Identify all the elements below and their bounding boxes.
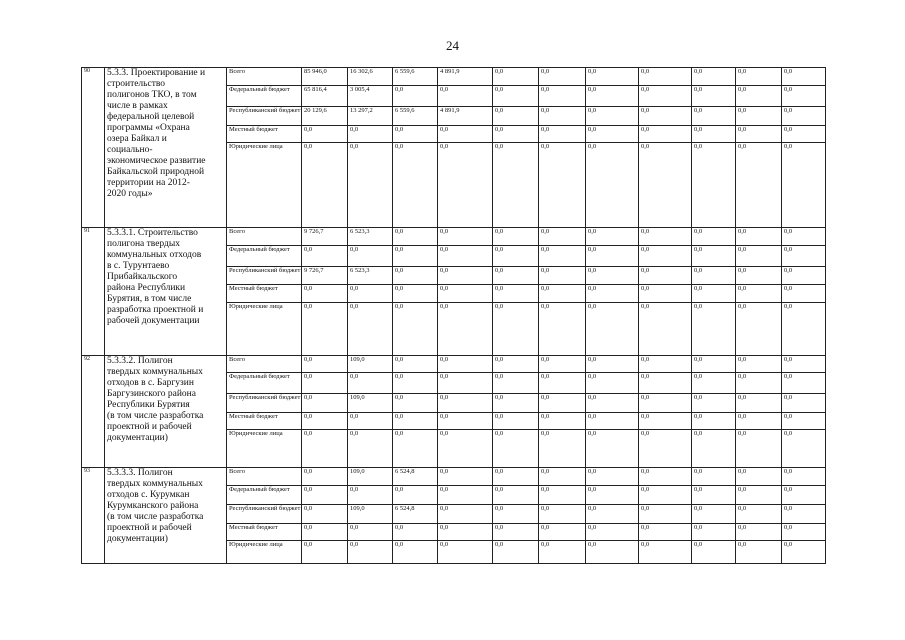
measure-title-line: проектной и рабочей — [107, 422, 192, 432]
amount-cell: 85 946,0 — [302, 68, 348, 86]
amount-cell: 0,0 — [736, 68, 782, 86]
amount-cell: 0,0 — [539, 505, 586, 524]
amount-cell: 0,0 — [692, 228, 736, 246]
amount-cell: 0,0 — [736, 86, 782, 107]
amount-cell: 0,0 — [639, 468, 692, 486]
amount-cell: 0,0 — [736, 486, 782, 505]
funding-source: Всего — [227, 356, 302, 373]
amount-cell: 0,0 — [493, 486, 539, 505]
amount-cell: 0,0 — [539, 126, 586, 143]
amount-cell: 0,0 — [586, 524, 639, 541]
measure-title — [105, 228, 227, 356]
amount-cell: 0,0 — [302, 430, 348, 468]
amount-cell: 9 726,7 — [302, 267, 348, 285]
amount-cell: 0,0 — [639, 373, 692, 394]
amount-cell: 0,0 — [438, 524, 493, 541]
amount-cell: 0,0 — [493, 394, 539, 413]
amount-cell: 0,0 — [393, 413, 438, 430]
measure-title-line: коммунальных отходов — [107, 250, 202, 260]
amount-cell: 0,0 — [692, 394, 736, 413]
amount-cell: 0,0 — [736, 356, 782, 373]
amount-cell: 0,0 — [393, 303, 438, 356]
amount-cell: 13 297,2 — [348, 107, 393, 126]
amount-cell: 0,0 — [539, 285, 586, 303]
amount-cell: 0,0 — [736, 285, 782, 303]
amount-cell: 0,0 — [782, 541, 826, 564]
amount-cell: 0,0 — [438, 285, 493, 303]
measure-title-line: отходов в с. Баргузин — [107, 378, 194, 388]
amount-cell: 0,0 — [539, 430, 586, 468]
amount-cell: 0,0 — [493, 246, 539, 267]
amount-cell: 0,0 — [438, 541, 493, 564]
amount-cell: 0,0 — [539, 86, 586, 107]
amount-cell: 3 005,4 — [348, 86, 393, 107]
amount-cell: 0,0 — [782, 394, 826, 413]
row-number: 91 — [82, 228, 105, 356]
amount-cell: 0,0 — [493, 356, 539, 373]
amount-cell: 0,0 — [736, 468, 782, 486]
measure-title-line: документации) — [107, 534, 168, 544]
amount-cell: 0,0 — [393, 373, 438, 394]
amount-cell: 0,0 — [393, 246, 438, 267]
amount-cell: 0,0 — [639, 107, 692, 126]
amount-cell: 0,0 — [302, 303, 348, 356]
funding-source: Всего — [227, 468, 302, 486]
amount-cell: 0,0 — [302, 143, 348, 228]
amount-cell: 0,0 — [782, 413, 826, 430]
measure-title-line: 5.3.3. Проектирование и — [107, 68, 206, 78]
measure-title-line: Республики Бурятия — [107, 400, 190, 410]
amount-cell: 0,0 — [438, 143, 493, 228]
measure-title-line: территории на 2012- — [107, 178, 190, 188]
amount-cell: 0,0 — [639, 246, 692, 267]
amount-cell: 0,0 — [493, 430, 539, 468]
amount-cell: 0,0 — [736, 373, 782, 394]
amount-cell: 0,0 — [348, 413, 393, 430]
measure-title-line: отходов с. Курумкан — [107, 490, 190, 500]
measure-title-line: полигона твердых — [107, 239, 181, 249]
amount-cell: 0,0 — [692, 143, 736, 228]
amount-cell: 0,0 — [493, 413, 539, 430]
amount-cell: 65 816,4 — [302, 86, 348, 107]
amount-cell: 0,0 — [539, 228, 586, 246]
amount-cell: 0,0 — [736, 541, 782, 564]
amount-cell: 0,0 — [438, 126, 493, 143]
amount-cell: 0,0 — [393, 524, 438, 541]
amount-cell: 0,0 — [393, 356, 438, 373]
measure-title-line: федеральной целевой — [107, 112, 195, 122]
measure-title-line: документации) — [107, 433, 168, 443]
amount-cell: 0,0 — [539, 541, 586, 564]
amount-cell: 0,0 — [438, 373, 493, 394]
measure-title-line: строительство — [107, 79, 166, 89]
amount-cell: 0,0 — [302, 468, 348, 486]
amount-cell: 0,0 — [639, 524, 692, 541]
measure-title-line: 5.3.3.1. Строительство — [107, 228, 198, 238]
amount-cell: 0,0 — [493, 524, 539, 541]
amount-cell: 109,0 — [348, 468, 393, 486]
amount-cell: 0,0 — [302, 394, 348, 413]
amount-cell: 0,0 — [348, 486, 393, 505]
amount-cell: 0,0 — [438, 505, 493, 524]
amount-cell: 0,0 — [393, 486, 438, 505]
amount-cell: 0,0 — [782, 486, 826, 505]
amount-cell: 0,0 — [586, 468, 639, 486]
amount-cell: 0,0 — [493, 68, 539, 86]
amount-cell: 0,0 — [639, 126, 692, 143]
amount-cell: 0,0 — [302, 524, 348, 541]
amount-cell: 0,0 — [539, 413, 586, 430]
amount-cell: 0,0 — [348, 524, 393, 541]
amount-cell: 9 726,7 — [302, 228, 348, 246]
amount-cell: 0,0 — [782, 246, 826, 267]
amount-cell: 0,0 — [782, 126, 826, 143]
funding-source: Местный бюджет — [227, 285, 302, 303]
row-number: 90 — [82, 68, 105, 228]
row-number: 93 — [82, 468, 105, 564]
amount-cell: 0,0 — [586, 228, 639, 246]
amount-cell: 0,0 — [782, 267, 826, 285]
funding-source: Местный бюджет — [227, 126, 302, 143]
amount-cell: 0,0 — [692, 373, 736, 394]
amount-cell: 0,0 — [692, 303, 736, 356]
funding-source: Юридические лица — [227, 303, 302, 356]
amount-cell: 0,0 — [302, 413, 348, 430]
amount-cell: 0,0 — [782, 107, 826, 126]
amount-cell: 0,0 — [586, 430, 639, 468]
amount-cell: 0,0 — [586, 541, 639, 564]
measure-title-line: программы «Охрана — [107, 123, 190, 133]
measure-title-line: Прибайкальского — [107, 272, 178, 282]
measure-title-line: полигонов ТКО, в том — [107, 90, 197, 100]
amount-cell: 0,0 — [586, 107, 639, 126]
amount-cell: 0,0 — [586, 285, 639, 303]
amount-cell: 0,0 — [586, 394, 639, 413]
funding-source: Республиканский бюджет — [227, 267, 302, 285]
measure-title-line: Курумканского района — [107, 501, 199, 511]
amount-cell: 4 891,9 — [438, 68, 493, 86]
amount-cell: 0,0 — [438, 267, 493, 285]
amount-cell: 109,0 — [348, 356, 393, 373]
amount-cell: 0,0 — [736, 126, 782, 143]
amount-cell: 0,0 — [736, 246, 782, 267]
table-row — [82, 468, 826, 486]
amount-cell: 0,0 — [393, 285, 438, 303]
amount-cell: 0,0 — [438, 228, 493, 246]
amount-cell: 0,0 — [586, 356, 639, 373]
amount-cell: 0,0 — [539, 246, 586, 267]
amount-cell: 0,0 — [639, 285, 692, 303]
amount-cell: 4 891,9 — [438, 107, 493, 126]
amount-cell: 0,0 — [493, 303, 539, 356]
amount-cell: 6 523,3 — [348, 267, 393, 285]
amount-cell: 0,0 — [348, 430, 393, 468]
measure-title-line: Бурятия, в том числе — [107, 294, 192, 304]
budget-table — [81, 67, 826, 564]
amount-cell: 0,0 — [348, 126, 393, 143]
measure-title — [105, 468, 227, 564]
amount-cell: 0,0 — [692, 541, 736, 564]
amount-cell: 0,0 — [586, 267, 639, 285]
amount-cell: 0,0 — [736, 267, 782, 285]
amount-cell: 0,0 — [782, 68, 826, 86]
amount-cell: 0,0 — [493, 267, 539, 285]
amount-cell: 0,0 — [586, 373, 639, 394]
amount-cell: 0,0 — [438, 486, 493, 505]
amount-cell: 0,0 — [438, 413, 493, 430]
amount-cell: 0,0 — [692, 356, 736, 373]
measure-title-line: 5.3.3.2. Полигон — [107, 356, 173, 366]
amount-cell: 6 559,6 — [393, 107, 438, 126]
amount-cell: 0,0 — [302, 486, 348, 505]
amount-cell: 0,0 — [539, 356, 586, 373]
amount-cell: 0,0 — [586, 303, 639, 356]
measure-title-line: озера Байкал и — [107, 134, 167, 144]
amount-cell: 0,0 — [736, 143, 782, 228]
amount-cell: 6 524,8 — [393, 468, 438, 486]
amount-cell: 0,0 — [438, 356, 493, 373]
amount-cell: 0,0 — [302, 246, 348, 267]
amount-cell: 0,0 — [539, 267, 586, 285]
amount-cell: 0,0 — [493, 468, 539, 486]
amount-cell: 0,0 — [639, 303, 692, 356]
amount-cell: 0,0 — [586, 68, 639, 86]
funding-source: Республиканский бюджет — [227, 107, 302, 126]
funding-source: Федеральный бюджет — [227, 246, 302, 267]
amount-cell: 0,0 — [639, 86, 692, 107]
amount-cell: 0,0 — [586, 505, 639, 524]
amount-cell: 0,0 — [782, 524, 826, 541]
amount-cell: 0,0 — [586, 86, 639, 107]
amount-cell: 0,0 — [348, 143, 393, 228]
measure-title-line: (в том числе разработка — [107, 512, 204, 522]
amount-cell: 0,0 — [692, 68, 736, 86]
amount-cell: 0,0 — [782, 303, 826, 356]
amount-cell: 0,0 — [438, 86, 493, 107]
funding-source: Юридические лица — [227, 541, 302, 564]
funding-source: Местный бюджет — [227, 413, 302, 430]
amount-cell: 0,0 — [586, 126, 639, 143]
amount-cell: 0,0 — [393, 394, 438, 413]
amount-cell: 0,0 — [639, 68, 692, 86]
amount-cell: 0,0 — [539, 486, 586, 505]
amount-cell: 0,0 — [692, 524, 736, 541]
funding-source: Республиканский бюджет — [227, 394, 302, 413]
amount-cell: 0,0 — [692, 267, 736, 285]
amount-cell: 0,0 — [539, 143, 586, 228]
amount-cell: 0,0 — [539, 524, 586, 541]
measure-title-line: Байкальской природной — [107, 167, 205, 177]
amount-cell: 0,0 — [493, 126, 539, 143]
amount-cell: 0,0 — [539, 303, 586, 356]
amount-cell: 0,0 — [586, 246, 639, 267]
amount-cell: 0,0 — [438, 246, 493, 267]
measure-title-line: Баргузинского района — [107, 389, 196, 399]
amount-cell: 0,0 — [438, 468, 493, 486]
measure-title-line: социально- — [107, 145, 153, 155]
amount-cell: 0,0 — [539, 68, 586, 86]
amount-cell: 0,0 — [493, 228, 539, 246]
measure-title-line: проектной и рабочей — [107, 523, 192, 533]
amount-cell: 6 559,6 — [393, 68, 438, 86]
amount-cell: 6 523,3 — [348, 228, 393, 246]
amount-cell: 0,0 — [639, 267, 692, 285]
funding-source: Юридические лица — [227, 430, 302, 468]
amount-cell: 0,0 — [782, 430, 826, 468]
amount-cell: 0,0 — [302, 285, 348, 303]
amount-cell: 0,0 — [639, 143, 692, 228]
measure-title — [105, 356, 227, 468]
measure-title-line: твердых коммунальных — [107, 367, 203, 377]
measure-title-line: района Республики — [107, 283, 186, 293]
amount-cell: 0,0 — [348, 246, 393, 267]
amount-cell: 0,0 — [302, 356, 348, 373]
amount-cell: 6 524,8 — [393, 505, 438, 524]
amount-cell: 0,0 — [493, 541, 539, 564]
measure-title-line: 5.3.3.3. Полигон — [107, 468, 173, 478]
amount-cell: 0,0 — [692, 430, 736, 468]
amount-cell: 0,0 — [692, 468, 736, 486]
amount-cell: 16 302,6 — [348, 68, 393, 86]
amount-cell: 0,0 — [539, 468, 586, 486]
amount-cell: 0,0 — [692, 126, 736, 143]
funding-source: Республиканский бюджет — [227, 505, 302, 524]
measure-title-line: в с. Турунтаево — [107, 261, 170, 271]
amount-cell: 0,0 — [438, 303, 493, 356]
amount-cell: 0,0 — [782, 228, 826, 246]
amount-cell: 0,0 — [393, 126, 438, 143]
amount-cell: 0,0 — [736, 228, 782, 246]
funding-source: Всего — [227, 68, 302, 86]
measure-title-line: числе в рамках — [107, 101, 168, 111]
amount-cell: 0,0 — [586, 486, 639, 505]
amount-cell: 0,0 — [692, 86, 736, 107]
table-row — [82, 68, 826, 86]
amount-cell: 0,0 — [736, 107, 782, 126]
amount-cell: 0,0 — [736, 394, 782, 413]
measure-title-line: 2020 годы» — [107, 189, 153, 199]
measure-title-line: твердых коммунальных — [107, 479, 203, 489]
amount-cell: 0,0 — [782, 505, 826, 524]
amount-cell: 0,0 — [782, 143, 826, 228]
amount-cell: 0,0 — [493, 285, 539, 303]
amount-cell: 0,0 — [348, 541, 393, 564]
amount-cell: 0,0 — [586, 143, 639, 228]
amount-cell: 0,0 — [692, 285, 736, 303]
amount-cell: 0,0 — [438, 430, 493, 468]
amount-cell: 0,0 — [639, 505, 692, 524]
amount-cell: 0,0 — [639, 228, 692, 246]
amount-cell: 0,0 — [539, 373, 586, 394]
amount-cell: 0,0 — [348, 285, 393, 303]
amount-cell: 0,0 — [692, 107, 736, 126]
amount-cell: 0,0 — [692, 486, 736, 505]
amount-cell: 0,0 — [393, 541, 438, 564]
funding-source: Федеральный бюджет — [227, 86, 302, 107]
amount-cell: 0,0 — [782, 468, 826, 486]
funding-source: Федеральный бюджет — [227, 373, 302, 394]
amount-cell: 0,0 — [493, 505, 539, 524]
amount-cell: 0,0 — [639, 430, 692, 468]
row-number: 92 — [82, 356, 105, 468]
amount-cell: 20 129,6 — [302, 107, 348, 126]
measure-title-line: (в том числе разработка — [107, 411, 204, 421]
funding-source: Местный бюджет — [227, 524, 302, 541]
amount-cell: 0,0 — [539, 394, 586, 413]
table-row — [82, 228, 826, 246]
measure-title-line: разработка проектной и — [107, 305, 204, 315]
page-number: 24 — [446, 38, 459, 53]
amount-cell: 0,0 — [348, 303, 393, 356]
funding-source: Юридические лица — [227, 143, 302, 228]
amount-cell: 0,0 — [348, 373, 393, 394]
amount-cell: 0,0 — [493, 143, 539, 228]
amount-cell: 109,0 — [348, 505, 393, 524]
amount-cell: 0,0 — [393, 430, 438, 468]
amount-cell: 0,0 — [736, 524, 782, 541]
amount-cell: 0,0 — [493, 373, 539, 394]
amount-cell: 0,0 — [639, 541, 692, 564]
measure-title — [105, 68, 227, 228]
amount-cell: 0,0 — [692, 413, 736, 430]
amount-cell: 0,0 — [586, 413, 639, 430]
amount-cell: 0,0 — [393, 228, 438, 246]
amount-cell: 0,0 — [782, 356, 826, 373]
amount-cell: 0,0 — [639, 394, 692, 413]
amount-cell: 0,0 — [692, 246, 736, 267]
amount-cell: 0,0 — [393, 143, 438, 228]
amount-cell: 0,0 — [692, 505, 736, 524]
amount-cell: 109,0 — [348, 394, 393, 413]
amount-cell: 0,0 — [302, 373, 348, 394]
measure-title-line: экономическое развитие — [107, 156, 206, 166]
amount-cell: 0,0 — [782, 285, 826, 303]
amount-cell: 0,0 — [736, 303, 782, 356]
funding-source: Федеральный бюджет — [227, 486, 302, 505]
amount-cell: 0,0 — [493, 107, 539, 126]
amount-cell: 0,0 — [639, 356, 692, 373]
amount-cell: 0,0 — [782, 86, 826, 107]
table-row — [82, 356, 826, 373]
amount-cell: 0,0 — [393, 267, 438, 285]
amount-cell: 0,0 — [782, 373, 826, 394]
amount-cell: 0,0 — [493, 86, 539, 107]
measure-title-line: рабочей документации — [107, 316, 200, 326]
amount-cell: 0,0 — [736, 430, 782, 468]
amount-cell: 0,0 — [736, 505, 782, 524]
amount-cell: 0,0 — [302, 541, 348, 564]
amount-cell: 0,0 — [639, 413, 692, 430]
amount-cell: 0,0 — [438, 394, 493, 413]
funding-source: Всего — [227, 228, 302, 246]
amount-cell: 0,0 — [302, 126, 348, 143]
amount-cell: 0,0 — [736, 413, 782, 430]
amount-cell: 0,0 — [393, 86, 438, 107]
amount-cell: 0,0 — [539, 107, 586, 126]
amount-cell: 0,0 — [302, 505, 348, 524]
amount-cell: 0,0 — [639, 486, 692, 505]
